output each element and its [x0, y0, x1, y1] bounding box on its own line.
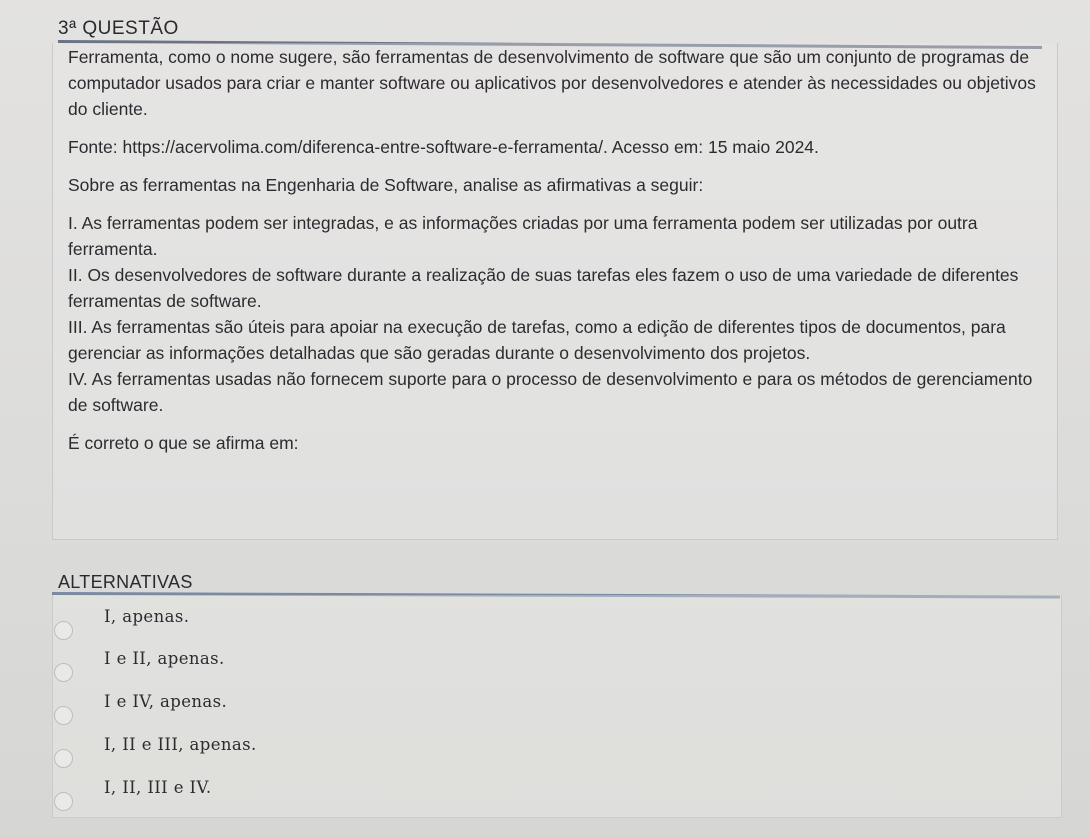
alternative-label: I e II, apenas.: [104, 649, 225, 668]
radio-button[interactable]: [54, 706, 73, 725]
alternative-label: I, II, III e IV.: [104, 778, 212, 797]
radio-button[interactable]: [54, 663, 73, 682]
question-title: 3ª QUESTÃO: [58, 18, 179, 39]
alternative-option-5[interactable]: [54, 778, 954, 808]
question-body: [68, 44, 1043, 456]
alternative-label: I, apenas.: [104, 607, 190, 626]
alternative-label: I, II e III, apenas.: [104, 735, 257, 754]
question-source: Fonte: https://acervolima.com/diferenca-entre-software-e-ferramenta/. Acesso em: 15 maio 2024.: [68, 137, 819, 157]
alternative-option-4[interactable]: [54, 735, 954, 765]
alternative-option-1[interactable]: [54, 607, 954, 637]
question-context-paragraph: Ferramenta, como o nome sugere, são ferramentas de desenvolvimento de software que são um conjunto de programas de computador usados para criar e manter software ou aplicativos por desenvolvedores e atender às necessidades ou objetivos do cliente.: [68, 47, 1036, 119]
statement-iii: III. As ferramentas são úteis para apoiar na execução de tarefas, como a edição de diferentes tipos de documentos, para gerenciar as informações detalhadas que são geradas durante o desenvolvimento dos projetos.: [68, 317, 1006, 363]
radio-button[interactable]: [54, 749, 73, 768]
radio-button[interactable]: [54, 621, 73, 640]
question-prompt: Sobre as ferramentas na Engenharia de Software, analise as afirmativas a seguir:: [68, 175, 704, 195]
statement-i: I. As ferramentas podem ser integradas, e as informações criadas por uma ferramenta podem ser utilizadas por outra ferramenta.: [68, 213, 978, 259]
statement-ii: II. Os desenvolvedores de software durante a realização de suas tarefas eles fazem o uso de uma variedade de diferentes ferramentas de software.: [68, 265, 1019, 311]
alternative-option-3[interactable]: [54, 692, 954, 722]
alternative-option-2[interactable]: [54, 649, 954, 679]
statement-iv: IV. As ferramentas usadas não fornecem suporte para o processo de desenvolvimento e para os métodos de gerenciamento de software.: [68, 369, 1033, 415]
alternatives-title: ALTERNATIVAS: [58, 572, 193, 592]
question-instruction: É correto o que se afirma em:: [68, 433, 299, 453]
radio-button[interactable]: [54, 792, 73, 811]
alternative-label: I e IV, apenas.: [104, 692, 228, 711]
